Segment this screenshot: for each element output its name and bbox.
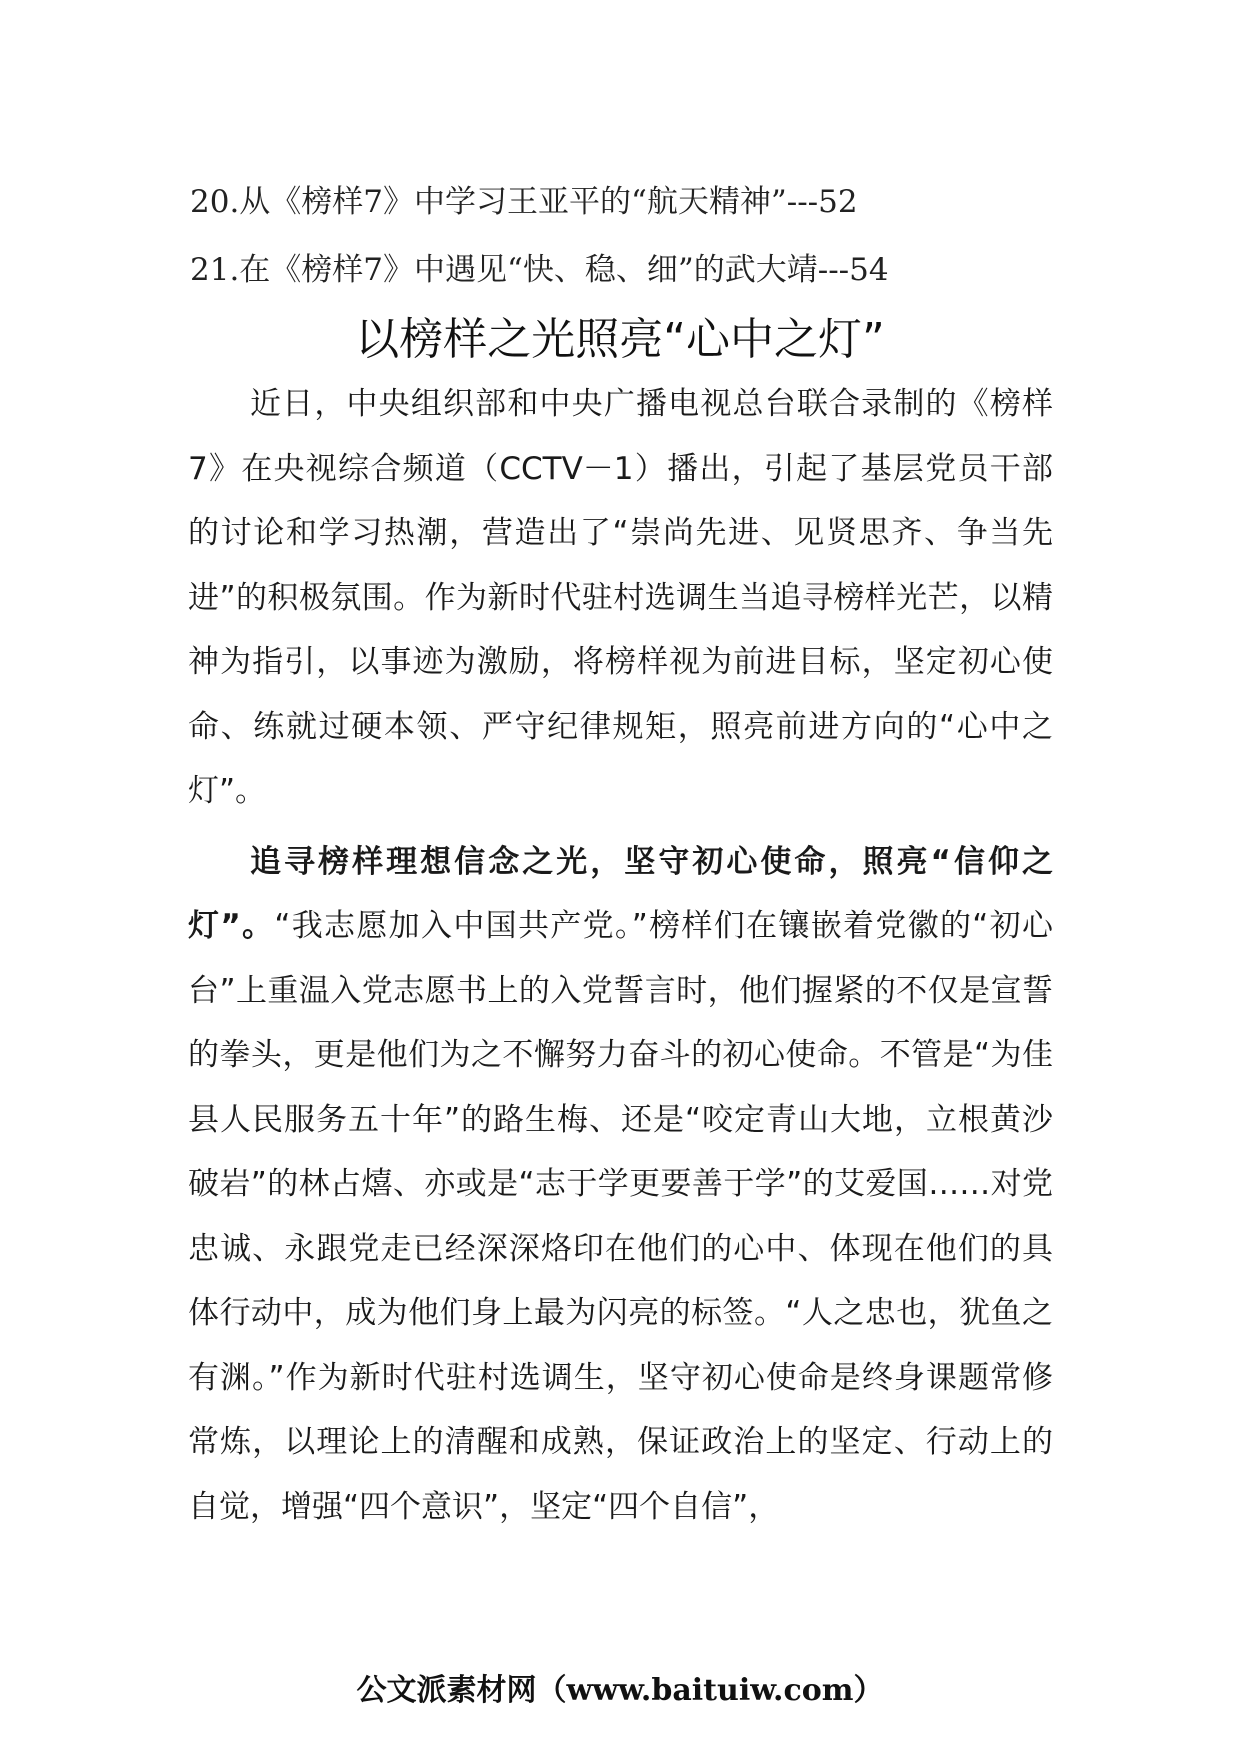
paragraph-lead: 追寻榜样理想信念之光，坚守初心使命，照亮“信仰之灯”。: [188, 843, 1053, 944]
article-title: 以榜样之光照亮“心中之灯”: [355, 314, 885, 365]
paragraph: [188, 830, 1053, 1540]
paragraph-text: “我志愿加入中国共产党。”榜样们在镶嵌着党徽的“初心台”上重温入党志愿书上的入党誓言时，他们握紧的不仅是宣誓的拳头，更是他们为之不懈努力奋斗的初心使命。不管是“为佳县人民服务五十年”的路生梅、还是“咬定青山大地，立根黄沙破岩”的林占熺、亦或是“志于学更要善于学”的艾爱国……对党忠诚、永跟党走已经深深烙印在他们的心中、体现在他们的具体行动中，成为他们身上最为闪亮的标签。“人之忠也，犹鱼之有渊。”作为新时代驻村选调生，坚守初心使命是终身课题常修常炼，以理论上的清醒和成熟，保证政治上的坚定、行动上的自觉，增强“四个意识”，坚定“四个自信”，: [188, 908, 1054, 1525]
toc-item: 20.从《榜样7》中学习王亚平的“航天精神”---52: [190, 184, 858, 220]
footer-watermark: 公文派素材网（www.baituiw.com）: [356, 1673, 884, 1708]
paragraph: 近日，中央组织部和中央广播电视总台联合录制的《榜样7》在央视综合频道（CCTV－1）播出，引起了基层党员干部的讨论和学习热潮，营造出了“崇尚先进、见贤思齐、争当先进”的积极氛围。作为新时代驻村选调生当追寻榜样光芒，以精神为指引，以事迹为激励，将榜样视为前进目标，坚定初心使命、练就过硬本领、严守纪律规矩，照亮前进方向的“心中之灯”。: [188, 386, 1053, 809]
article-body: [188, 372, 1053, 1539]
toc-item: 21.在《榜样7》中遇见“快、稳、细”的武大靖---54: [190, 252, 889, 288]
